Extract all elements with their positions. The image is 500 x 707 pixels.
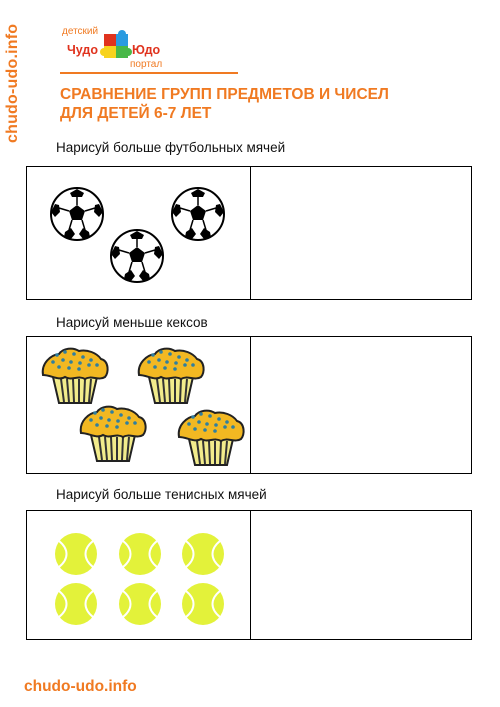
tennis-ball-icon [53,581,99,632]
logo-bottom-word: портал [130,59,163,70]
task-label: Нарисуй больше тенисных мячей [56,487,267,502]
logo-word-right: Юдо [132,43,161,57]
logo [60,14,240,76]
muffin-icon [135,345,207,412]
tennis-ball-icon [180,531,226,582]
task-label: Нарисуй больше футбольных мячей [56,140,286,155]
drawing-cell[interactable] [251,337,471,473]
page-title [60,85,480,123]
soccer-ball-icon [109,228,165,289]
logo-underline [60,72,238,74]
task-box-muffins [26,336,472,474]
task-label: Нарисуй меньше кексов [56,315,208,330]
task-box-soccer [26,166,472,300]
picture-cell [27,511,251,639]
picture-cell [27,167,251,299]
drawing-cell[interactable] [251,511,471,639]
muffin-icon [39,345,111,412]
tennis-ball-icon [53,531,99,582]
picture-cell [27,337,251,473]
task-box-tennis [26,510,472,640]
title-line: СРАВНЕНИЕ ГРУПП ПРЕДМЕТОВ И ЧИСЕЛ [60,86,389,103]
drawing-cell[interactable] [251,167,471,299]
muffin-icon [77,403,149,470]
logo-word-left: Чудо [67,43,98,57]
muffin-icon [175,407,247,474]
logo-top-word: детский [62,26,99,37]
tennis-ball-icon [117,531,163,582]
tennis-ball-icon [117,581,163,632]
tennis-ball-icon [180,581,226,632]
soccer-ball-icon [49,186,105,247]
side-site-url: chudo-udo.info [4,23,21,143]
title-line: ДЛЯ ДЕТЕЙ 6-7 ЛЕТ [60,105,212,122]
bottom-site-url: chudo-udo.info [24,678,137,695]
soccer-ball-icon [170,186,226,247]
